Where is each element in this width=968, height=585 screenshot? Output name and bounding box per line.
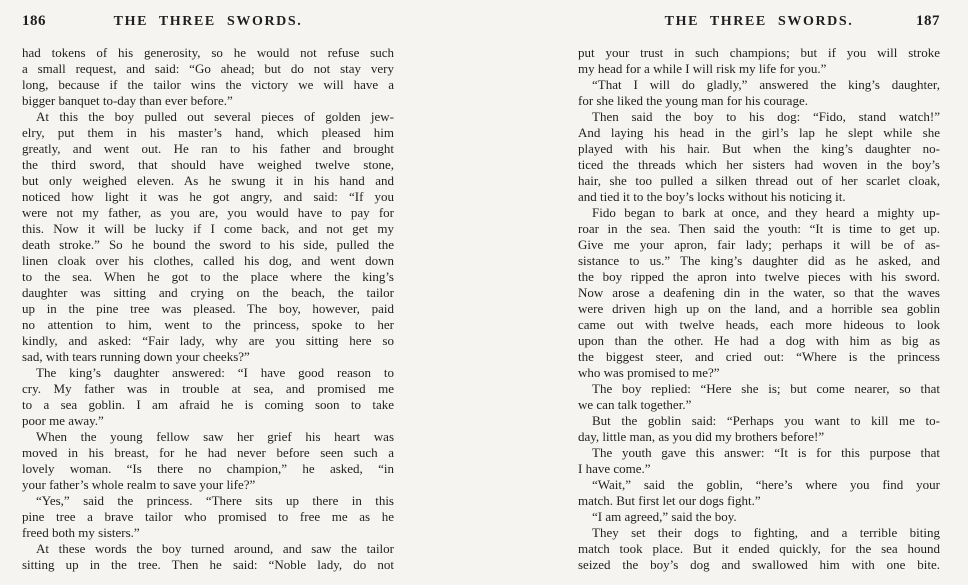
text-line: upon than the other. He had a dog with him as big as <box>578 333 940 348</box>
text-line: played with his hair. But when the king’s daughter no- <box>578 141 940 156</box>
text-line: The youth gave this answer: “It is for this purpose that <box>592 445 940 460</box>
text-line: up in the pine tree was pleased. The boy, however, paid <box>22 301 394 316</box>
text-line: I have come.” <box>578 461 651 476</box>
text-line: At these words the boy turned around, and saw the tailor <box>36 541 394 556</box>
text-line: sistance to us.” The king’s daughter did as he asked, and <box>578 253 940 268</box>
text-line: bigger banquet to-day than ever before.” <box>22 93 233 108</box>
text-line: the third sword, that should have weighed twelve stone, <box>22 157 394 172</box>
page-number-right: 187 <box>916 13 940 29</box>
text-line: the biggest steer, and cried out: “Where is the princess <box>578 349 940 364</box>
text-line: Then said the boy to his dog: “Fido, stand watch!” <box>592 109 940 124</box>
text-line: a small request, and said: “Go ahead; but do not stay very <box>22 61 394 76</box>
text-line: sitting up in the tree. Then he said: “Noble lady, do not <box>22 557 394 572</box>
text-line: noticed how light it was he got angry, and said: “If you <box>22 189 394 204</box>
text-line: were not my father, as you are, you would have to pay for <box>22 205 394 220</box>
text-line: pine tree a brave tailor who promised to free me as he <box>22 509 394 524</box>
text-line: but only weighed eleven. As he swung it in his hand and <box>22 173 394 188</box>
text-line: had tokens of his generosity, so he would not refuse such <box>22 45 394 60</box>
text-line: death stroke.” So he bound the sword to his side, pulled the <box>22 237 394 252</box>
text-line: linen cloak over his clothes, called his dog, and went down <box>22 253 394 268</box>
text-line: But the goblin said: “Perhaps you want to kill me to- <box>592 413 940 428</box>
text-line: poor me away.” <box>22 413 104 428</box>
page-number-left: 186 <box>22 13 46 29</box>
text-line: to the sea. When he got to the place where the king’s <box>22 269 394 284</box>
text-line: kindly, and asked: “Fair lady, why are you sitting here so <box>22 333 394 348</box>
text-line: no attention to him, went to the princess, spoke to her <box>22 317 394 332</box>
text-line: this. Now it will be lucky if I come back, and not get my <box>22 221 394 236</box>
text-line: your father’s whole realm to save your life?” <box>22 477 256 492</box>
text-line: And laying his head in the girl’s lap he slept while she <box>578 125 940 140</box>
book-page-left <box>22 13 394 573</box>
text-line: elry, put them in his master’s hand, which pleased him <box>22 125 394 140</box>
text-line: Fido began to bark at once, and they heard a mighty up- <box>592 205 940 220</box>
text-line: for she liked the young man for his courage. <box>578 93 808 108</box>
text-line: lovely woman. “Is there no champion,” he asked, “in <box>22 461 394 476</box>
text-line: Give me your apron, fair lady; perhaps it will be of as- <box>578 237 940 252</box>
text-line: “I am agreed,” said the boy. <box>592 509 737 524</box>
text-line: ticed the threads which her sisters had woven in the boy’s <box>578 157 940 172</box>
text-line: moved in his breast, for he had never before seen such a <box>22 445 394 460</box>
text-line: put your trust in such champions; but if you will stroke <box>578 45 940 60</box>
text-line: Now arose a deafening din in the water, so that the waves <box>578 285 940 300</box>
text-line: and tied it to the boy’s locks without his noticing it. <box>578 189 846 204</box>
book-page-right <box>578 13 940 573</box>
text-line: were driven high up on the land, and a horrible sea goblin <box>578 301 940 316</box>
text-line: daughter was sitting and crying on the beach, the tailor <box>22 285 394 300</box>
text-line: seized the boy’s dog and swallowed him with one bite. <box>578 557 940 572</box>
text-line: At this the boy pulled out several pieces of golden jew- <box>36 109 394 124</box>
page-header-right <box>578 13 940 30</box>
text-line: day, little man, as you did my brothers before!” <box>578 429 825 444</box>
text-line: The boy replied: “Here she is; but come nearer, so that <box>592 381 940 396</box>
page-header-left <box>22 13 394 30</box>
text-line: match took place. But it ended quickly, for the sea hound <box>578 541 940 556</box>
text-line: hair, she too pulled a silken thread out of her scarlet cloak, <box>578 173 940 188</box>
text-line: “That I will do gladly,” answered the king’s daughter, <box>592 77 940 92</box>
running-title-left: THE THREE SWORDS. <box>113 14 303 29</box>
running-title-right: THE THREE SWORDS. <box>664 14 854 29</box>
text-line: who was promised to me?” <box>578 365 720 380</box>
text-line: to a sea goblin. I am afraid he is coming soon to take <box>22 397 394 412</box>
text-line: cry. My father was in trouble at sea, and promised me <box>22 381 394 396</box>
text-line: They set their dogs to fighting, and a terrible biting <box>592 525 940 540</box>
text-line: greatly, and went out. He ran to his father and brought <box>22 141 394 156</box>
text-line: the boy ripped the apron into twelve pieces with his sword. <box>578 269 940 284</box>
text-line: roar in the sea. Then said the youth: “It is time to get up. <box>578 221 940 236</box>
text-line: freed both my sisters.” <box>22 525 140 540</box>
text-line: match. But first let our dogs fight.” <box>578 493 761 508</box>
text-line: The king’s daughter answered: “I have good reason to <box>36 365 394 380</box>
text-line: “Yes,” said the princess. “There sits up there in this <box>36 493 394 508</box>
text-line: my head for a while I will risk my life for you.” <box>578 61 827 76</box>
page-text-left <box>22 45 394 573</box>
text-line: sad, with tears running down your cheeks?” <box>22 349 250 364</box>
page-text-right <box>578 45 940 573</box>
text-line: “Wait,” said the goblin, “here’s where you find your <box>592 477 940 492</box>
text-line: came out with twelve heads, each more hideous to look <box>578 317 940 332</box>
text-line: When the young fellow saw her grief his heart was <box>36 429 394 444</box>
text-line: we can talk together.” <box>578 397 692 412</box>
text-line: long, because if the tailor wins the victory we will have a <box>22 77 394 92</box>
